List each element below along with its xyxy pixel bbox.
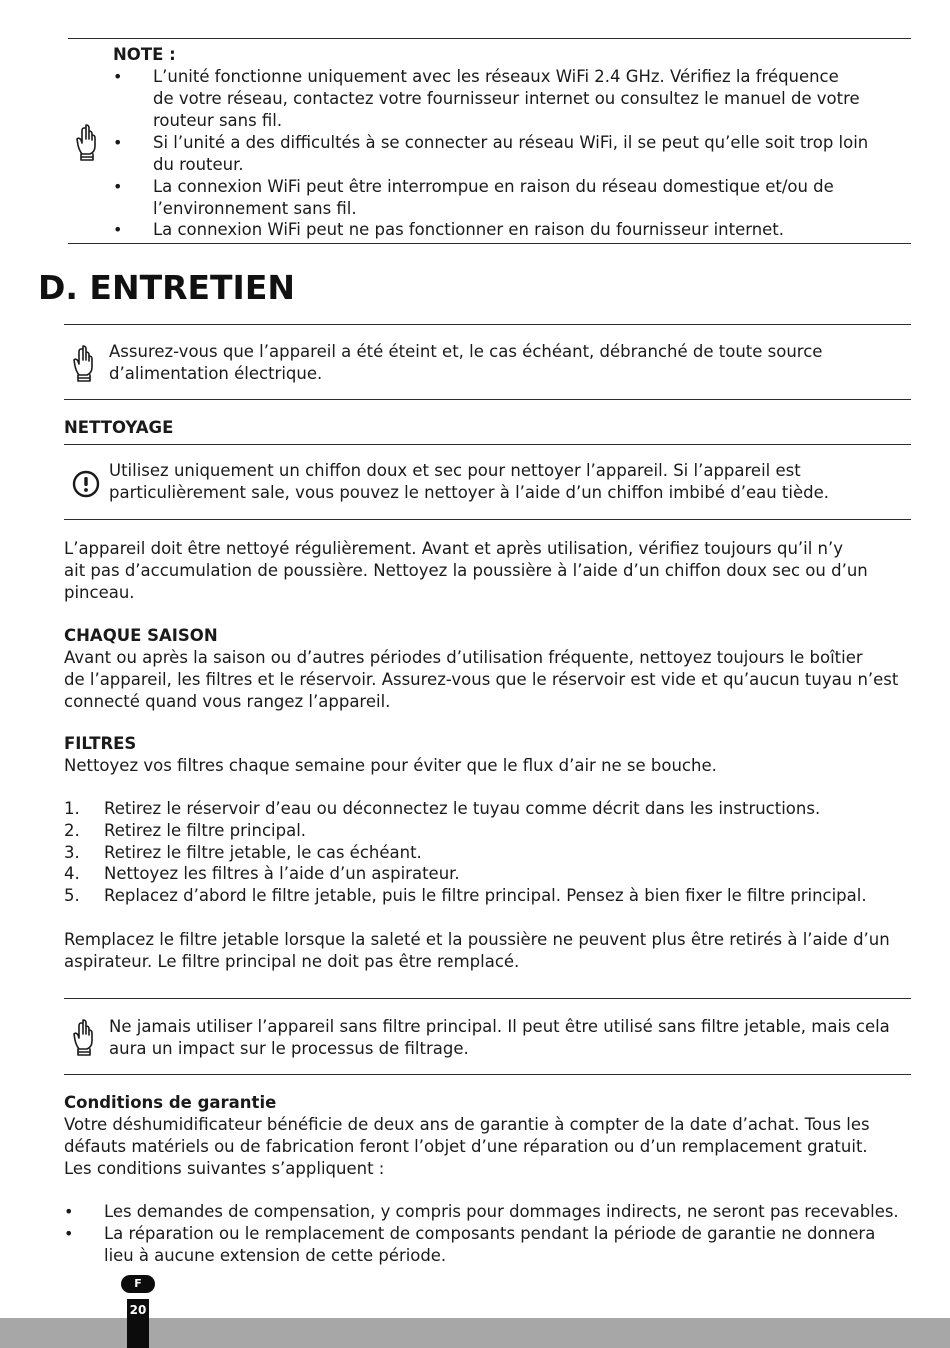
notice-line: Assurez-vous que l’appareil a été éteint et, le cas échéant, débranché de toute source bbox=[109, 342, 823, 361]
pointing-hand-icon bbox=[73, 122, 101, 162]
list-item bbox=[64, 885, 911, 907]
paragraph-line: L’appareil doit être nettoyé régulièrement. Avant et après utilisation, vérifiez toujours qu’il n’y bbox=[64, 539, 844, 558]
step-number: 3. bbox=[64, 842, 80, 862]
step-text: Retirez le filtre jetable, le cas échéant. bbox=[104, 842, 422, 862]
paragraph-line: connecté quand vous rangez l’appareil. bbox=[64, 691, 391, 711]
notice-top-rule bbox=[64, 324, 911, 325]
paragraph-line: Remplacez le filtre jetable lorsque la saleté et la poussière ne peuvent plus être retirés à l’aide d’un bbox=[64, 930, 890, 949]
filters-heading: FILTRES bbox=[64, 734, 137, 753]
paragraph-line: aspirateur. Le filtre principal ne doit pas être remplacé. bbox=[64, 951, 520, 971]
section-title: D. ENTRETIEN bbox=[38, 268, 295, 307]
cleaning-warning-text bbox=[109, 460, 829, 504]
step-text: Nettoyez les filtres à l’aide d’un aspirateur. bbox=[104, 864, 460, 884]
notice-bottom-rule bbox=[64, 399, 911, 400]
cleaning-top-rule bbox=[64, 444, 911, 445]
bullet-dot: • bbox=[113, 177, 123, 196]
filters-outro bbox=[64, 929, 890, 973]
step-number: 1. bbox=[64, 799, 80, 818]
note-bullet-line: du routeur. bbox=[153, 154, 244, 174]
filter-notice-bottom-rule bbox=[64, 1074, 911, 1075]
cleaning-heading: NETTOYAGE bbox=[64, 418, 174, 437]
note-bullet-line: de votre réseau, contactez votre fournisseur internet ou consultez le manuel de votre bbox=[153, 88, 860, 108]
page-number: 20 bbox=[129, 1303, 147, 1317]
list-item bbox=[64, 820, 911, 842]
language-badge: F bbox=[121, 1275, 155, 1293]
paragraph-line: défauts matériels ou de fabrication feront l’objet d’une réparation ou d’un remplacement gratuit. bbox=[64, 1136, 868, 1156]
notice-filter-text bbox=[109, 1016, 890, 1060]
notice-line: d’alimentation électrique. bbox=[109, 363, 323, 383]
note-bullet-line: La connexion WiFi peut être interrompue en raison du réseau domestique et/ou de bbox=[153, 177, 834, 196]
note-bullet-line: Si l’unité a des difficultés à se connecter au réseau WiFi, il se peut qu’elle soit trop loin bbox=[153, 133, 869, 152]
paragraph-line: pinceau. bbox=[64, 582, 135, 602]
warranty-bullet-line: La réparation ou le remplacement de composants pendant la période de garantie ne donnera bbox=[104, 1224, 876, 1243]
filter-notice-top-rule bbox=[64, 998, 911, 999]
cleaning-bottom-rule bbox=[64, 519, 911, 520]
note-bullet-line: routeur sans fil. bbox=[153, 110, 283, 130]
warranty-paragraph bbox=[64, 1114, 870, 1179]
bullet-dot: • bbox=[64, 1224, 74, 1243]
step-number: 5. bbox=[64, 886, 80, 906]
pointing-hand-icon bbox=[70, 343, 98, 383]
note-heading: NOTE : bbox=[113, 45, 176, 64]
step-text: Retirez le réservoir d’eau ou déconnectez le tuyau comme décrit dans les instructions. bbox=[104, 799, 821, 818]
warning-line: particulièrement sale, vous pouvez le nettoyer à l’aide d’un chiffon imbibé d’eau tiède. bbox=[109, 482, 829, 502]
filters-intro: Nettoyez vos filtres chaque semaine pour éviter que le flux d’air ne se bouche. bbox=[64, 756, 717, 775]
bullet-dot: • bbox=[113, 67, 123, 86]
step-number: 2. bbox=[64, 820, 80, 840]
step-text: Replacez d’abord le filtre jetable, puis le filtre principal. Pensez à bien fixer le filtre principal. bbox=[104, 886, 867, 906]
bullet-dot: • bbox=[113, 133, 123, 152]
list-item bbox=[64, 842, 911, 864]
season-heading: CHAQUE SAISON bbox=[64, 626, 218, 645]
filters-steps-list bbox=[64, 798, 911, 907]
pointing-hand-icon bbox=[70, 1017, 98, 1057]
step-text: Retirez le filtre principal. bbox=[104, 820, 307, 840]
notice-line: Ne jamais utiliser l’appareil sans filtre principal. Il peut être utilisé sans filtre jetable, mais cela bbox=[109, 1017, 890, 1036]
bullet-dot: • bbox=[64, 1202, 74, 1221]
paragraph-line: Les conditions suivantes s’appliquent : bbox=[64, 1158, 385, 1178]
note-bullet-line: L’unité fonctionne uniquement avec les réseaux WiFi 2.4 GHz. Vérifiez la fréquence bbox=[153, 67, 839, 86]
step-number: 4. bbox=[64, 864, 80, 884]
paragraph-line: Votre déshumidificateur bénéficie de deux ans de garantie à compter de la date d’achat. Tous les bbox=[64, 1115, 870, 1134]
season-paragraph bbox=[64, 647, 898, 712]
note-top-rule bbox=[68, 38, 911, 39]
paragraph-line: de l’appareil, les filtres et le réservoir. Assurez-vous que le réservoir est vide et qu’aucun tuyau n’est bbox=[64, 669, 899, 689]
bullet-dot: • bbox=[113, 220, 123, 239]
paragraph-line: ait pas d’accumulation de poussière. Nettoyez la poussière à l’aide d’un chiffon doux sec ou d’un bbox=[64, 560, 868, 580]
warranty-bullet-line: lieu à aucune extension de cette période. bbox=[104, 1245, 447, 1265]
list-item bbox=[64, 798, 911, 820]
paragraph-line: Avant ou après la saison ou d’autres périodes d’utilisation fréquente, nettoyez toujours le boîtier bbox=[64, 648, 863, 667]
note-bullet-line: l’environnement sans fil. bbox=[153, 198, 357, 218]
notice-power-text bbox=[109, 341, 822, 385]
warning-line: Utilisez uniquement un chiffon doux et sec pour nettoyer l’appareil. Si l’appareil est bbox=[109, 461, 801, 480]
list-item bbox=[64, 863, 911, 885]
exclamation-circle-icon bbox=[71, 469, 101, 499]
cleaning-paragraph bbox=[64, 538, 868, 603]
notice-line: aura un impact sur le processus de filtrage. bbox=[109, 1038, 469, 1058]
note-bullet-line: La connexion WiFi peut ne pas fonctionner en raison du fournisseur internet. bbox=[153, 220, 784, 239]
note-bottom-rule bbox=[68, 243, 911, 244]
warranty-heading: Conditions de garantie bbox=[64, 1093, 277, 1112]
warranty-bullet-line: Les demandes de compensation, y compris pour dommages indirects, ne seront pas recevables. bbox=[104, 1202, 899, 1221]
